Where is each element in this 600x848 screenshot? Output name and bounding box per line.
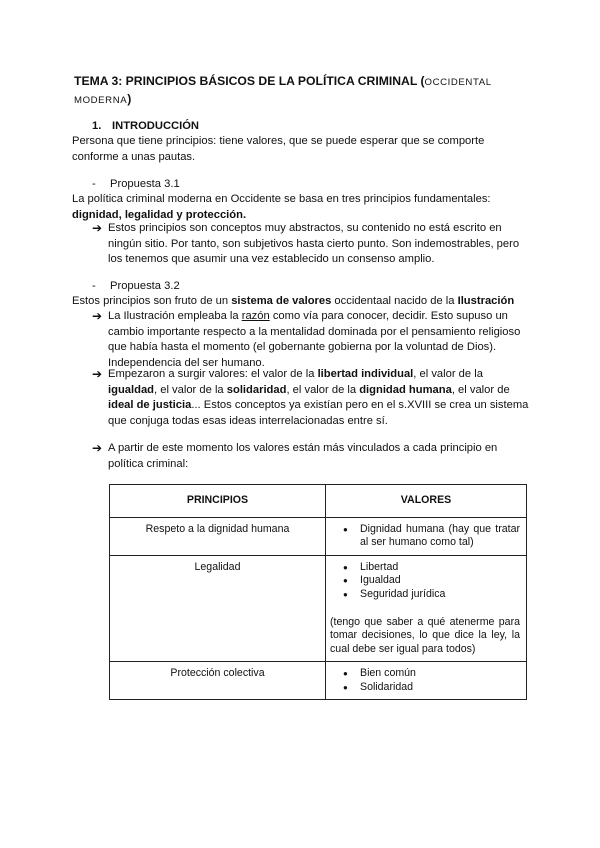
bold-run: igualdad	[108, 383, 154, 396]
section-number: 1.	[92, 120, 102, 132]
arrow-item-vinculados	[92, 441, 532, 472]
arrow-item-text: Estos principios son conceptos muy abstractos, su contenido no está escrito en ningún sitio. Por tanto, son subjetivos hasta cierto punto. Son indemostrables, pero los tenemos que asumir una vez establecido un consenso amplio.	[108, 222, 520, 266]
arrow-item-ilustracion	[92, 309, 532, 371]
list-item: ● Dignidad humana (hay que tratar al ser humano como tal)	[360, 523, 520, 550]
proposal-3-2-text	[72, 294, 542, 310]
arrow-icon: ➔	[92, 441, 103, 455]
header-principios: PRINCIPIOS	[110, 485, 326, 518]
title-small-1: OCCIDENTAL	[424, 77, 492, 88]
table-header-row	[110, 485, 527, 518]
bold-run: solidaridad	[226, 383, 287, 396]
proposal-3-1-principles: dignidad, legalidad y protección.	[72, 208, 247, 221]
page-title	[74, 73, 534, 109]
title-main: TEMA 3: PRINCIPIOS BÁSICOS DE LA POLÍTICA CRIMINAL (	[74, 74, 425, 88]
principles-values-table	[109, 484, 527, 700]
title-close: )	[127, 92, 132, 106]
table-row	[110, 555, 527, 661]
text-run: , el valor de la	[154, 383, 227, 396]
proposal-3-1-label	[92, 178, 180, 190]
text-run: La Ilustración empleaba la	[108, 310, 242, 322]
values-cell	[326, 555, 527, 661]
principle-cell: Legalidad	[110, 555, 326, 661]
values-list	[330, 523, 520, 550]
values-list	[330, 561, 520, 601]
list-item: ● Bien común	[360, 667, 520, 680]
section-title: INTRODUCCIÓN	[112, 120, 200, 132]
principle-cell: Protección colectiva	[110, 662, 326, 700]
proposal-label: Propuesta 3.1	[110, 178, 180, 190]
list-item: ● Igualdad	[360, 574, 520, 587]
arrow-item-text	[108, 367, 532, 429]
proposal-3-1-sentence: La política criminal moderna en Occidente se basa en tres principios fundamentales:	[72, 193, 491, 205]
table-row	[110, 518, 527, 556]
underlined-run: razón	[241, 310, 270, 322]
text-run: , el valor de la	[286, 383, 360, 396]
title-small-2: MODERNA	[74, 95, 128, 106]
table-row	[110, 662, 527, 700]
values-note: (tengo que saber a qué atenerme para tomar decisiones, lo que dice la ley, la cual debe ser igual para todos)	[330, 616, 520, 655]
text-run: ... Estos conceptos ya existían pero en el s.XVIII se crea un sistema que conjuga todas esas ideas interrelacionadas entre sí.	[108, 399, 529, 427]
bold-run: sistema de valores	[231, 295, 332, 307]
arrow-item-text: A partir de este momento los valores están más vinculados a cada principio en política criminal:	[108, 442, 498, 470]
arrow-item-valores	[92, 367, 532, 429]
list-item: ● Libertad	[360, 561, 520, 574]
bold-run: ideal de justicia	[108, 399, 192, 412]
arrow-icon: ➔	[92, 367, 103, 381]
intro-paragraph: Persona que tiene principios: tiene valores, que se puede esperar que se comporte conforme a unas pautas.	[72, 135, 485, 163]
arrow-item-abstract	[92, 221, 532, 268]
text-run: Empezaron a surgir valores: el valor de la	[108, 368, 318, 380]
arrow-icon: ➔	[92, 221, 103, 235]
arrow-icon: ➔	[92, 309, 103, 323]
list-item: ● Seguridad jurídica	[360, 588, 520, 601]
values-cell	[326, 518, 527, 556]
text-run: como vía para conocer, decidir. Esto supuso un cambio importante respecto a la mentalidad dominada por el pensamiento religioso que había hasta el momento (el gobernante gobierna por la voluntad de Dios). Independencia del ser humano.	[108, 310, 521, 369]
header-valores: VALORES	[326, 485, 527, 518]
bold-run: libertad individual	[317, 368, 414, 380]
text-run: , el valor de	[451, 383, 510, 396]
list-item: ● Solidaridad	[360, 681, 520, 694]
principle-cell: Respeto a la dignidad humana	[110, 518, 326, 556]
text-run: , el valor de la	[413, 368, 483, 380]
values-cell	[326, 662, 527, 700]
arrow-item-text	[108, 309, 532, 371]
values-list	[330, 667, 520, 694]
proposal-label: Propuesta 3.2	[110, 280, 180, 292]
dash-marker: -	[92, 280, 96, 292]
section-heading	[92, 120, 199, 132]
proposal-3-2-label	[92, 280, 180, 292]
text-run: Estos principios son fruto de un	[72, 295, 232, 307]
bold-run: Ilustración	[457, 295, 515, 307]
text-run: occidentaal nacido de la	[331, 295, 458, 307]
bold-run: dignidad humana	[359, 383, 452, 396]
proposal-3-1-text	[72, 192, 532, 223]
dash-marker: -	[92, 178, 96, 190]
